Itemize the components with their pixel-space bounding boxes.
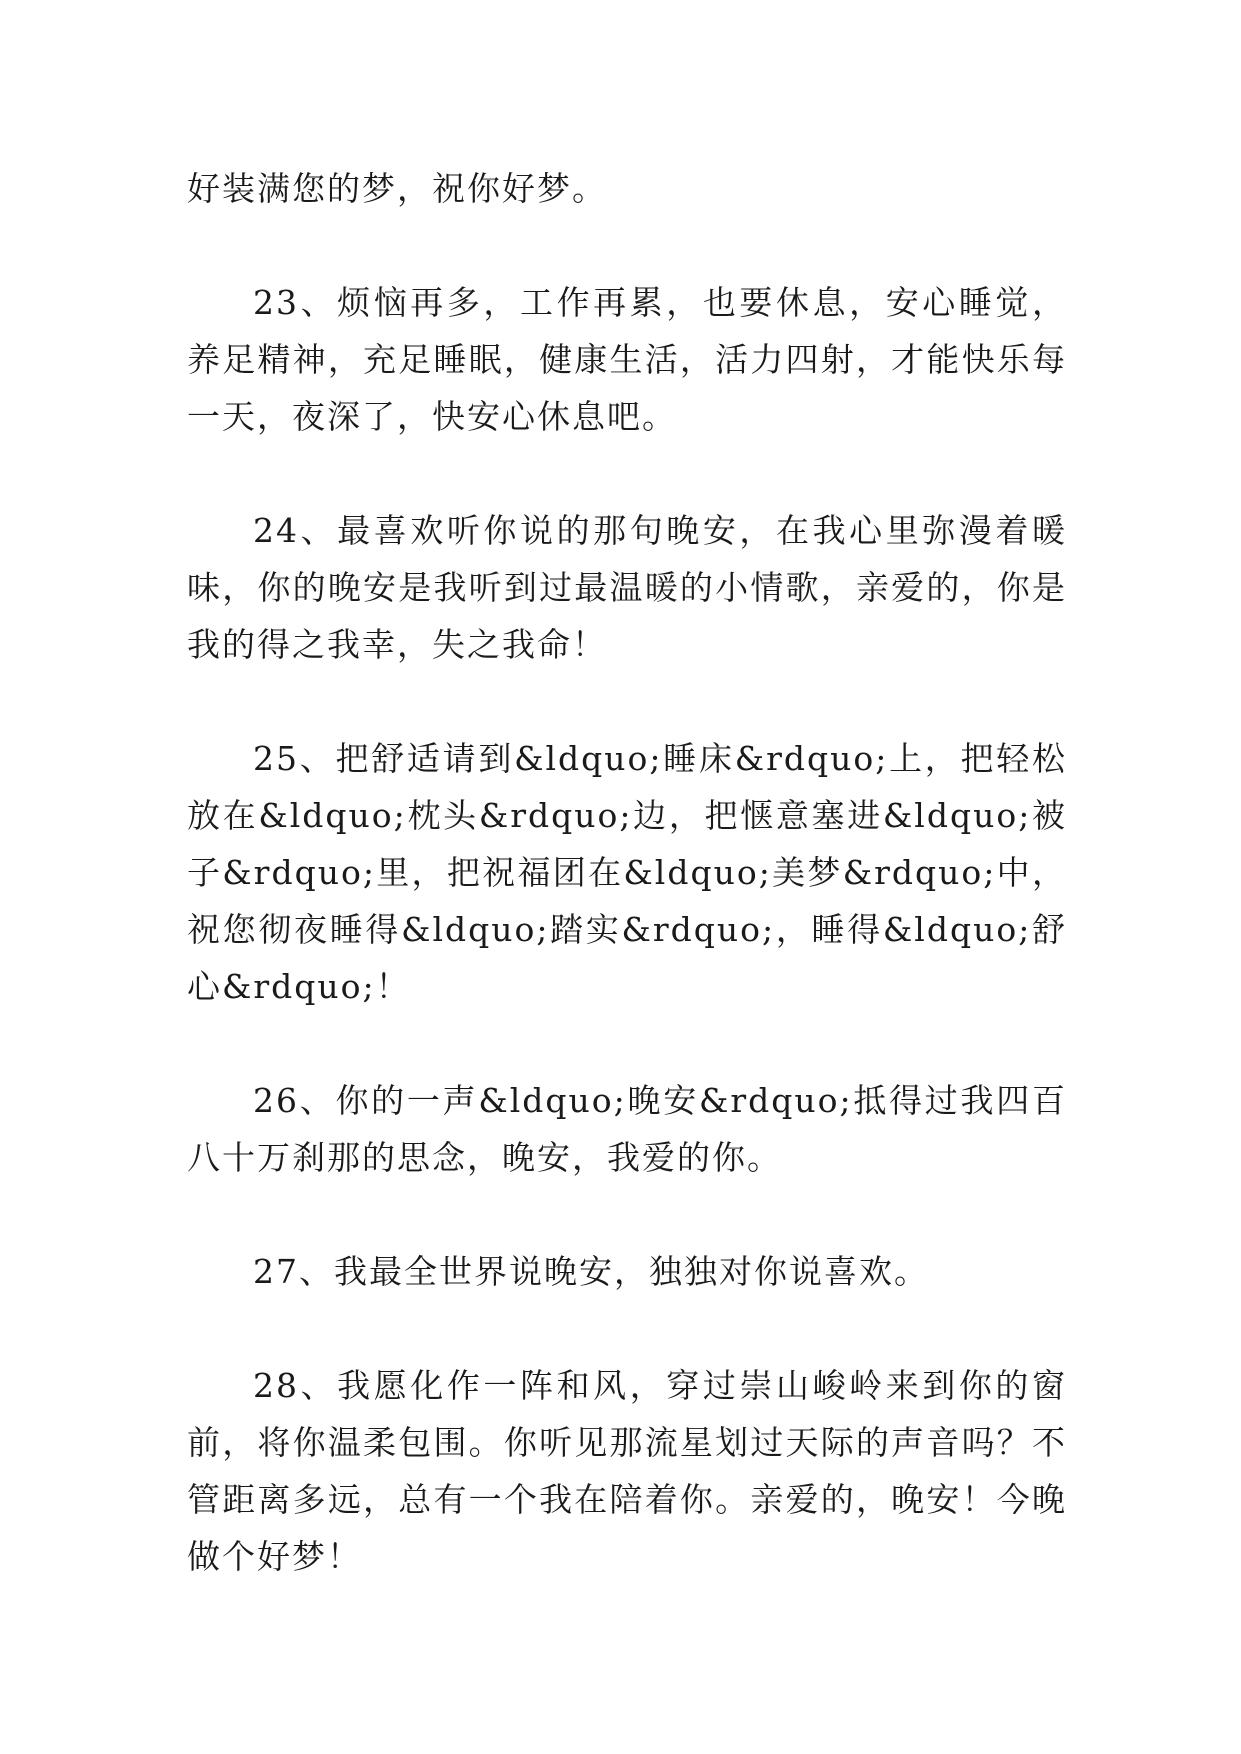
paragraph-28: 28、我愿化作一阵和风，穿过崇山峻岭来到你的窗前，将你温柔包围。你听见那流星划过天际的声音吗？不管距离多远，总有一个我在陪着你。亲爱的，晚安！今晚做个好梦！ (187, 1366, 1067, 1576)
paragraph-25: 25、把舒适请到&ldquo;睡床&rdquo;上，把轻松放在&ldquo;枕头&rdquo;边，把惬意塞进&ldquo;被子&rdquo;里，把祝福团在&ldquo;美梦&rdquo;中，祝您彻夜睡得&ldquo;踏实&rdquo;，睡得&ldquo;舒心&rdquo;！ (187, 739, 1067, 1006)
paragraph-26: 26、你的一声&ldquo;晚安&rdquo;抵得过我四百八十万刹那的思念，晚安，我爱的你。 (187, 1081, 1067, 1177)
paragraph-24: 24、最喜欢听你说的那句晚安，在我心里弥漫着暖味，你的晚安是我听到过最温暖的小情歌，亲爱的，你是我的得之我幸，失之我命！ (187, 511, 1067, 664)
paragraph-23: 23、烦恼再多，工作再累，也要休息，安心睡觉，养足精神，充足睡眠，健康生活，活力四射，才能快乐每一天，夜深了，快安心休息吧。 (187, 283, 1067, 436)
paragraph-continued: 好装满您的梦，祝你好梦。 (187, 169, 607, 208)
paragraph-27: 27、我最全世界说晚安，独独对你说喜欢。 (253, 1252, 929, 1291)
document-body (187, 160, 1067, 1642)
